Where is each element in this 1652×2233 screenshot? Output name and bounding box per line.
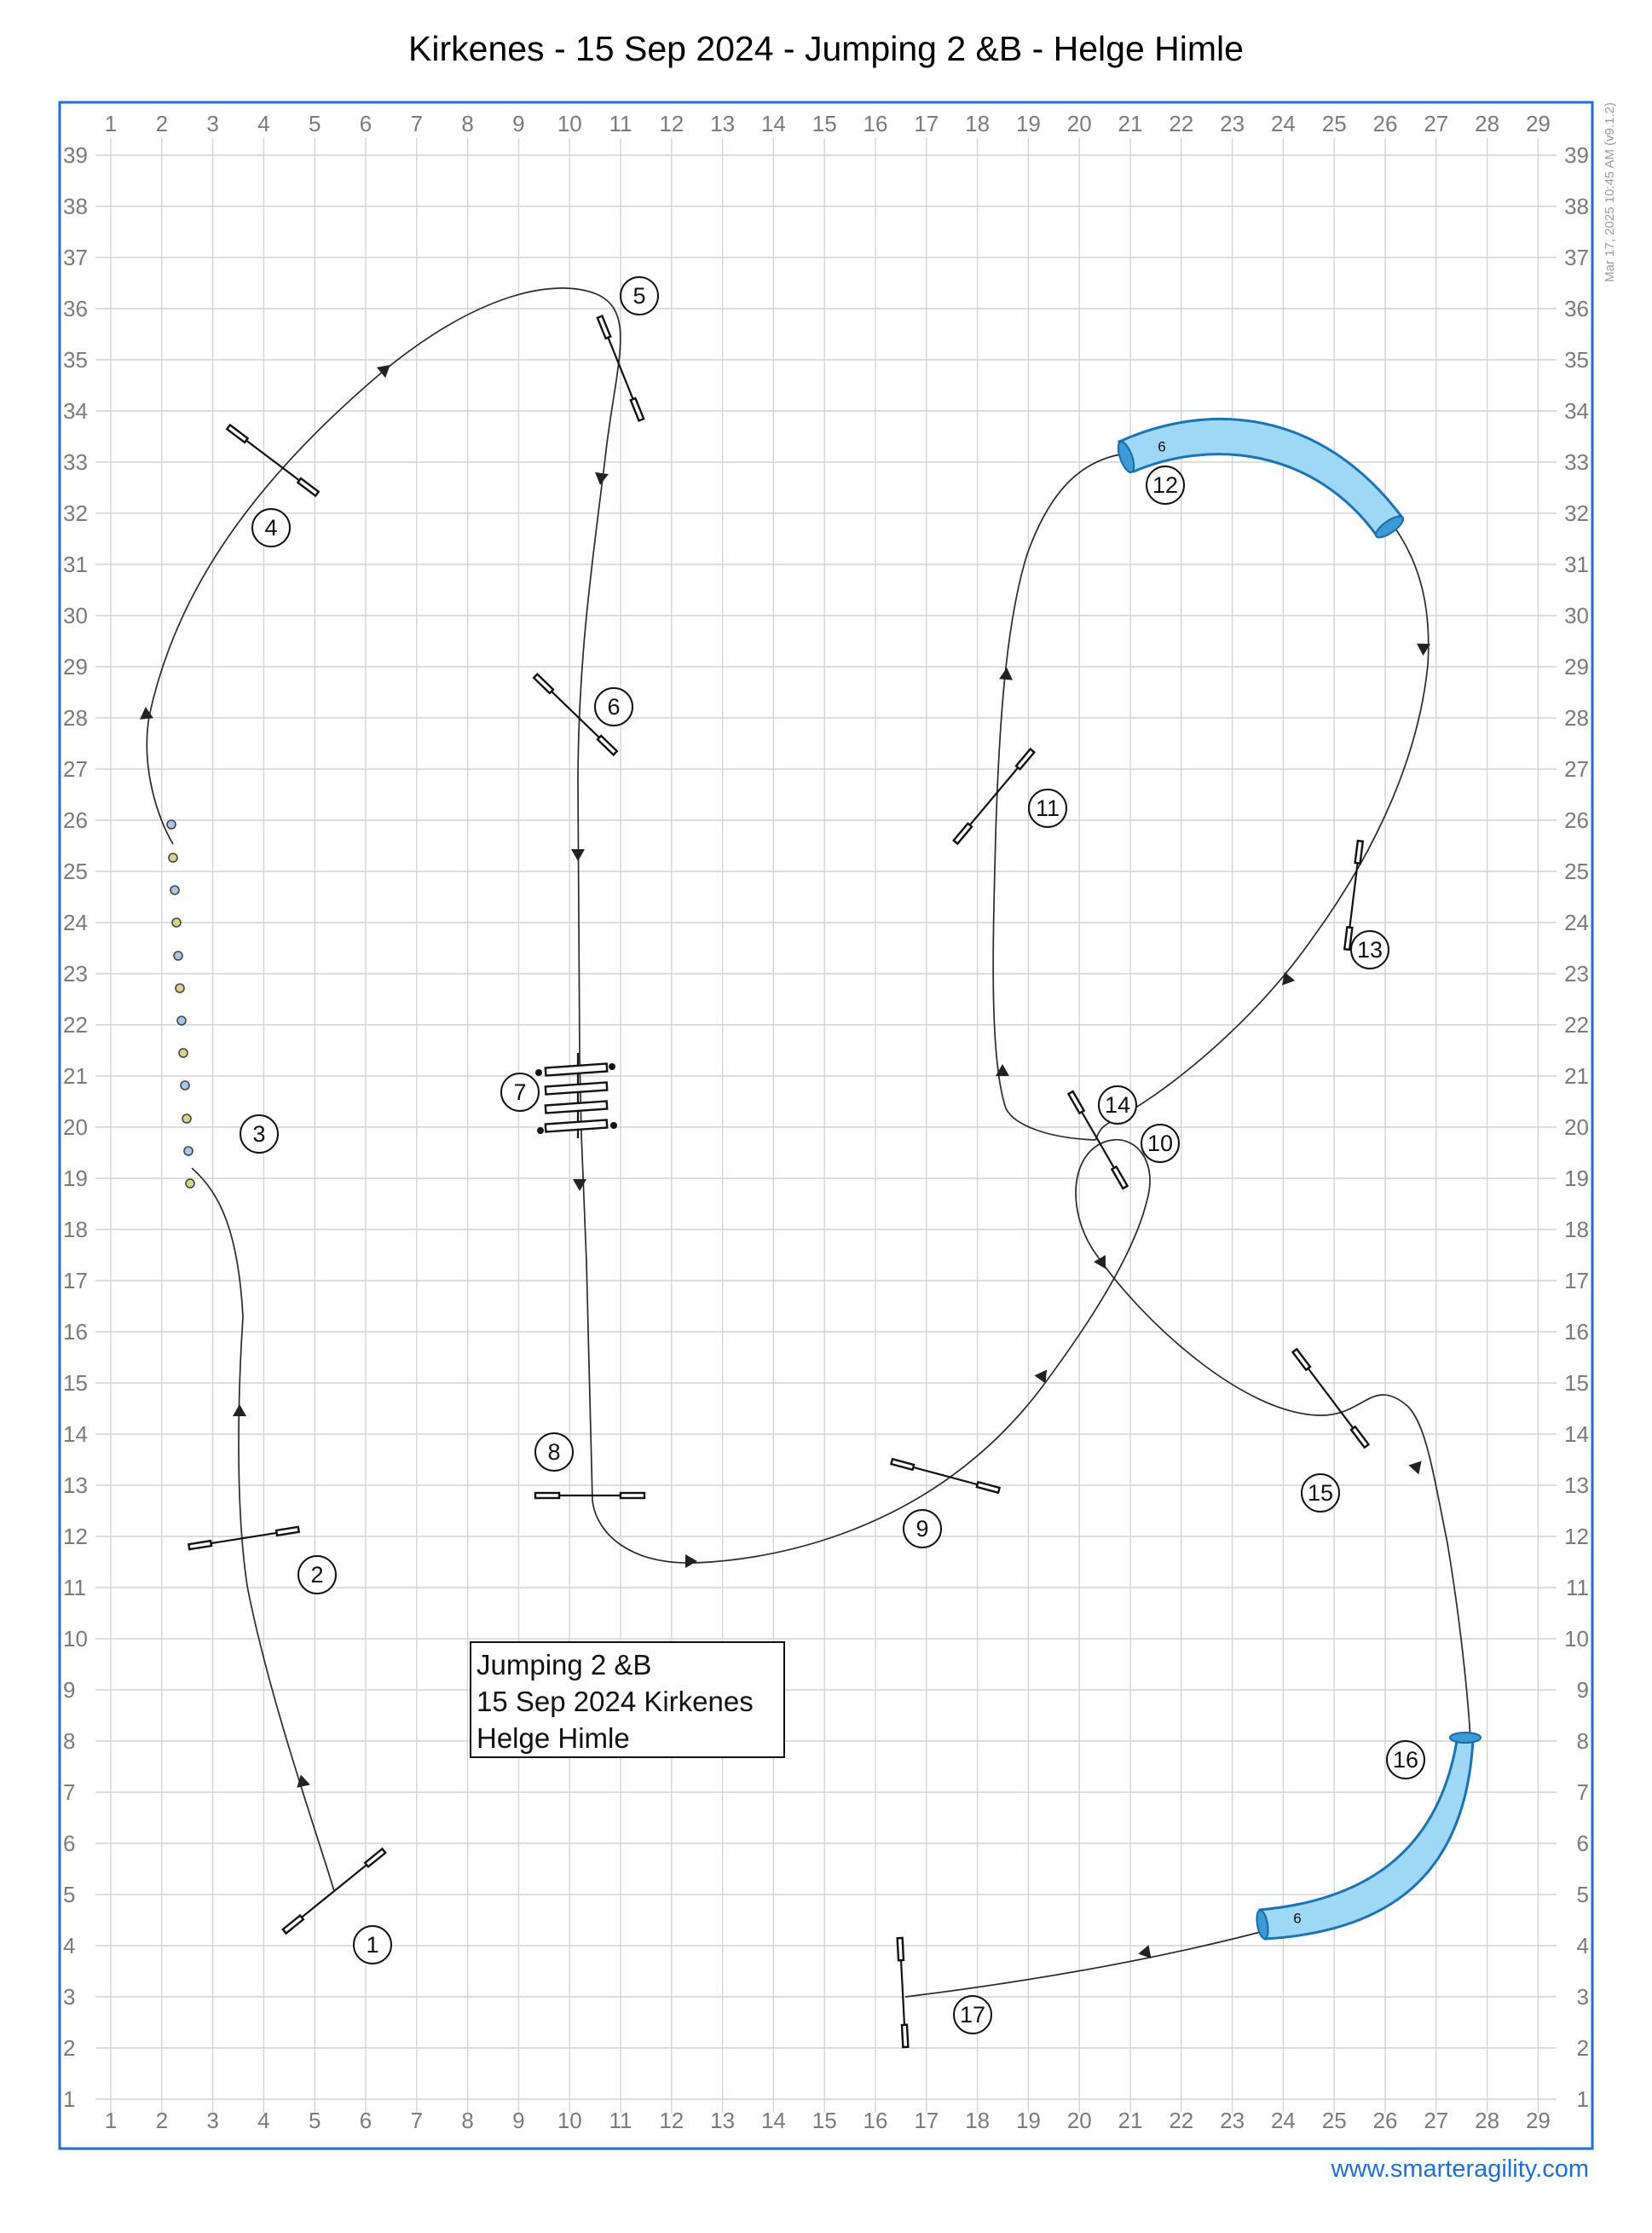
column-label: 25 — [1321, 2108, 1347, 2133]
column-label: 17 — [914, 111, 939, 136]
number-marker-17 — [954, 1996, 991, 2033]
svg-text:4: 4 — [264, 515, 278, 541]
corner-marker — [537, 1127, 544, 1134]
row-label: 6 — [1576, 1831, 1589, 1856]
column-label: 23 — [1220, 111, 1245, 136]
course-info-box — [470, 1641, 785, 1758]
weave-pole — [182, 1114, 191, 1123]
column-label: 10 — [557, 2108, 582, 2133]
row-label: 26 — [1564, 807, 1589, 833]
row-label: 21 — [63, 1063, 88, 1089]
row-label: 4 — [1576, 1933, 1589, 1958]
column-label: 16 — [863, 2108, 888, 2133]
arrow-icon — [1094, 1255, 1112, 1272]
row-label: 39 — [63, 142, 88, 168]
row-label: 22 — [63, 1012, 88, 1038]
column-label: 22 — [1169, 111, 1194, 136]
row-label: 13 — [1564, 1472, 1589, 1498]
row-label: 27 — [63, 756, 88, 782]
jump-17 — [898, 1938, 909, 2047]
row-label: 33 — [63, 449, 88, 475]
number-marker-14 — [1099, 1086, 1136, 1124]
row-label: 22 — [1564, 1012, 1589, 1038]
corner-marker — [610, 1122, 617, 1129]
row-label: 33 — [1564, 449, 1589, 475]
column-label: 3 — [206, 2108, 219, 2133]
row-label: 35 — [63, 347, 88, 373]
long-jump-board — [546, 1119, 607, 1131]
column-label: 4 — [257, 111, 270, 136]
column-label: 2 — [155, 2108, 169, 2133]
svg-text:14: 14 — [1104, 1092, 1131, 1118]
number-marker-15 — [1302, 1474, 1339, 1512]
column-label: 13 — [710, 111, 736, 136]
weave-pole — [186, 1179, 194, 1188]
row-label: 12 — [63, 1524, 88, 1549]
number-marker-6 — [595, 688, 632, 726]
row-label: 31 — [63, 552, 88, 577]
row-label: 23 — [1564, 961, 1589, 986]
arrow-icon — [294, 1773, 310, 1788]
row-label: 23 — [63, 961, 88, 986]
column-label: 21 — [1118, 2108, 1143, 2133]
jump-9 — [891, 1459, 999, 1492]
jump-15 — [1292, 1349, 1368, 1447]
column-label: 12 — [659, 111, 684, 136]
column-label: 11 — [609, 111, 632, 136]
number-marker-9 — [904, 1510, 941, 1547]
weave-pole — [184, 1147, 193, 1155]
row-label: 18 — [63, 1217, 88, 1242]
row-label: 8 — [1576, 1728, 1589, 1754]
row-label: 2 — [63, 2035, 76, 2061]
column-label: 7 — [410, 2108, 424, 2133]
row-label: 11 — [1566, 1575, 1589, 1600]
svg-text:9: 9 — [916, 1516, 929, 1542]
column-label: 16 — [863, 111, 888, 136]
column-label: 15 — [812, 111, 837, 136]
row-label: 30 — [1564, 603, 1589, 628]
weave-poles — [167, 820, 194, 1188]
weave-pole — [167, 820, 176, 829]
row-label: 34 — [1564, 398, 1589, 424]
row-label: 17 — [1564, 1268, 1589, 1293]
long-jump-board — [546, 1082, 607, 1094]
jump-2 — [188, 1527, 298, 1549]
svg-text:8: 8 — [547, 1439, 561, 1465]
row-label: 11 — [63, 1575, 86, 1600]
obstacle-numbers — [240, 277, 1424, 2033]
long-jump-board — [546, 1101, 607, 1113]
tunnel-entry — [1450, 1733, 1481, 1743]
row-label: 13 — [63, 1472, 88, 1498]
number-marker-11 — [1029, 790, 1066, 827]
column-label: 11 — [609, 2108, 632, 2133]
number-marker-7 — [501, 1073, 539, 1111]
column-label: 15 — [812, 2108, 837, 2133]
website-link[interactable]: www.smarteragility.com — [1331, 2155, 1589, 2183]
column-label: 8 — [461, 111, 474, 136]
column-label: 7 — [410, 111, 424, 136]
row-label: 5 — [63, 1882, 76, 1907]
timestamp-label: Mar 17, 2025 10:45 AM (v9.1.2) — [1603, 102, 1617, 282]
weave-pole — [172, 918, 181, 927]
column-label: 26 — [1372, 111, 1398, 136]
number-marker-2 — [298, 1556, 336, 1594]
row-label: 28 — [63, 705, 88, 731]
tunnel-body — [1260, 1736, 1473, 1939]
row-label: 16 — [63, 1319, 88, 1345]
row-label: 31 — [1564, 552, 1589, 577]
jump-8 — [535, 1493, 644, 1498]
row-label: 3 — [1576, 1984, 1589, 2010]
column-label: 18 — [965, 2108, 991, 2133]
corner-marker — [609, 1063, 615, 1070]
number-marker-13 — [1351, 931, 1389, 969]
weave-pole — [181, 1081, 189, 1090]
tunnel-length-label: 6 — [1158, 438, 1166, 455]
column-label: 12 — [659, 2108, 684, 2133]
number-marker-16 — [1387, 1741, 1424, 1779]
weave-pole — [176, 984, 184, 992]
column-label: 6 — [359, 111, 373, 136]
svg-text:6: 6 — [607, 694, 621, 720]
row-label: 8 — [63, 1728, 76, 1754]
column-label: 17 — [914, 2108, 939, 2133]
column-label: 1 — [104, 2108, 118, 2133]
info-judge: Helge Himle — [477, 1722, 630, 1754]
column-label: 27 — [1424, 111, 1449, 136]
row-label: 19 — [63, 1166, 88, 1191]
column-label: 29 — [1525, 111, 1551, 136]
row-label: 14 — [1564, 1421, 1589, 1447]
row-label: 14 — [63, 1421, 88, 1447]
column-label: 13 — [710, 2108, 736, 2133]
row-label: 10 — [1564, 1626, 1589, 1652]
column-label: 1 — [104, 111, 118, 136]
row-label: 9 — [63, 1677, 76, 1703]
row-label: 29 — [63, 654, 88, 680]
weave-pole — [170, 886, 179, 894]
column-label: 21 — [1118, 111, 1143, 136]
tunnel-length-label: 6 — [1293, 1910, 1302, 1927]
arrow-icon — [1034, 1366, 1052, 1384]
jump-11 — [954, 749, 1035, 843]
row-label: 36 — [1564, 296, 1589, 321]
weave-pole — [174, 952, 182, 960]
row-label: 6 — [63, 1831, 76, 1856]
row-label: 38 — [63, 194, 88, 219]
row-label: 39 — [1564, 142, 1589, 168]
row-label: 26 — [63, 807, 88, 833]
row-label: 9 — [1576, 1677, 1589, 1703]
row-label: 5 — [1576, 1882, 1589, 1907]
column-label: 20 — [1066, 111, 1092, 136]
column-label: 24 — [1270, 2108, 1296, 2133]
long-jump-7 — [535, 1053, 617, 1138]
column-label: 4 — [257, 2108, 270, 2133]
row-label: 1 — [63, 2086, 76, 2112]
column-label: 29 — [1525, 2108, 1551, 2133]
svg-text:5: 5 — [632, 283, 646, 309]
row-label: 16 — [1564, 1319, 1589, 1345]
arrow-icon — [1408, 1461, 1425, 1477]
column-label: 27 — [1424, 2108, 1449, 2133]
number-marker-4 — [252, 509, 290, 547]
column-label: 19 — [1015, 2108, 1041, 2133]
jump-1 — [283, 1848, 385, 1933]
row-label: 25 — [1564, 859, 1589, 884]
axis-labels — [63, 111, 1589, 2133]
row-label: 19 — [1564, 1166, 1589, 1191]
column-label: 6 — [359, 2108, 373, 2133]
arrow-icon — [685, 1554, 697, 1568]
jump-4 — [227, 425, 318, 495]
column-label: 3 — [206, 111, 219, 136]
row-label: 20 — [1564, 1114, 1589, 1140]
arrow-icon — [571, 849, 585, 861]
row-label: 20 — [63, 1114, 88, 1140]
row-label: 21 — [1564, 1063, 1589, 1089]
row-label: 37 — [1564, 245, 1589, 270]
column-label: 9 — [512, 111, 525, 136]
row-label: 29 — [1564, 654, 1589, 680]
row-label: 15 — [1564, 1370, 1589, 1396]
svg-text:16: 16 — [1392, 1747, 1419, 1773]
number-marker-10 — [1141, 1125, 1179, 1162]
column-label: 9 — [512, 2108, 525, 2133]
row-label: 1 — [1576, 2086, 1589, 2112]
column-label: 26 — [1372, 2108, 1398, 2133]
long-jump-board — [546, 1063, 607, 1075]
svg-text:2: 2 — [310, 1562, 324, 1588]
column-label: 23 — [1220, 2108, 1245, 2133]
row-label: 17 — [63, 1268, 88, 1293]
info-date-location: 15 Sep 2024 Kirkenes — [477, 1686, 754, 1717]
column-label: 10 — [557, 111, 582, 136]
info-class: Jumping 2 &B — [477, 1649, 652, 1681]
row-label: 3 — [63, 1984, 76, 2010]
column-label: 8 — [461, 2108, 474, 2133]
row-label: 37 — [63, 245, 88, 270]
column-label: 14 — [760, 2108, 786, 2133]
row-label: 28 — [1564, 705, 1589, 731]
column-label: 2 — [155, 111, 169, 136]
column-label: 5 — [308, 111, 321, 136]
row-label: 10 — [63, 1626, 88, 1652]
arrow-icon — [999, 667, 1014, 680]
number-marker-8 — [535, 1433, 573, 1471]
number-marker-12 — [1147, 466, 1184, 504]
weave-pole — [177, 1016, 186, 1025]
column-label: 22 — [1169, 2108, 1194, 2133]
weave-pole — [179, 1049, 188, 1057]
row-label: 4 — [63, 1933, 76, 1958]
row-label: 7 — [1576, 1779, 1589, 1805]
svg-text:17: 17 — [959, 2002, 986, 2028]
row-label: 7 — [63, 1779, 76, 1805]
row-label: 30 — [63, 603, 88, 628]
svg-text:1: 1 — [366, 1932, 379, 1958]
number-marker-5 — [621, 277, 658, 315]
svg-text:3: 3 — [252, 1121, 266, 1147]
weave-pole — [169, 853, 177, 862]
row-label: 12 — [1564, 1524, 1589, 1549]
svg-text:13: 13 — [1356, 937, 1383, 963]
row-label: 34 — [63, 398, 88, 424]
row-label: 38 — [1564, 194, 1589, 219]
column-label: 24 — [1270, 111, 1296, 136]
number-marker-1 — [354, 1926, 391, 1964]
arrow-icon — [233, 1404, 246, 1416]
arrow-icon — [573, 1179, 586, 1191]
row-label: 32 — [63, 500, 88, 526]
column-label: 20 — [1066, 2108, 1092, 2133]
column-label: 25 — [1321, 111, 1347, 136]
row-label: 24 — [63, 910, 88, 935]
svg-text:10: 10 — [1147, 1131, 1174, 1156]
row-label: 27 — [1564, 756, 1589, 782]
arena-border — [60, 102, 1592, 2149]
svg-text:11: 11 — [1035, 795, 1060, 821]
row-label: 35 — [1564, 347, 1589, 373]
column-label: 18 — [965, 111, 991, 136]
tunnel-16 — [1255, 1733, 1481, 1940]
course-title: Kirkenes - 15 Sep 2024 - Jumping 2 &B - Helge Himle — [408, 29, 1244, 68]
number-marker-3 — [240, 1115, 278, 1153]
row-label: 18 — [1564, 1217, 1589, 1242]
svg-text:12: 12 — [1152, 472, 1179, 498]
row-label: 2 — [1576, 2035, 1589, 2061]
corner-marker — [535, 1069, 542, 1076]
svg-text:15: 15 — [1307, 1480, 1334, 1506]
arrow-icon — [593, 472, 609, 486]
column-label: 5 — [308, 2108, 321, 2133]
row-label: 15 — [63, 1370, 88, 1396]
row-label: 24 — [1564, 910, 1589, 935]
svg-text:7: 7 — [513, 1079, 527, 1105]
column-label: 28 — [1475, 2108, 1500, 2133]
row-label: 36 — [63, 296, 88, 321]
row-label: 32 — [1564, 500, 1589, 526]
column-label: 19 — [1015, 111, 1041, 136]
column-label: 14 — [760, 111, 786, 136]
row-label: 25 — [63, 859, 88, 884]
column-label: 28 — [1475, 111, 1500, 136]
